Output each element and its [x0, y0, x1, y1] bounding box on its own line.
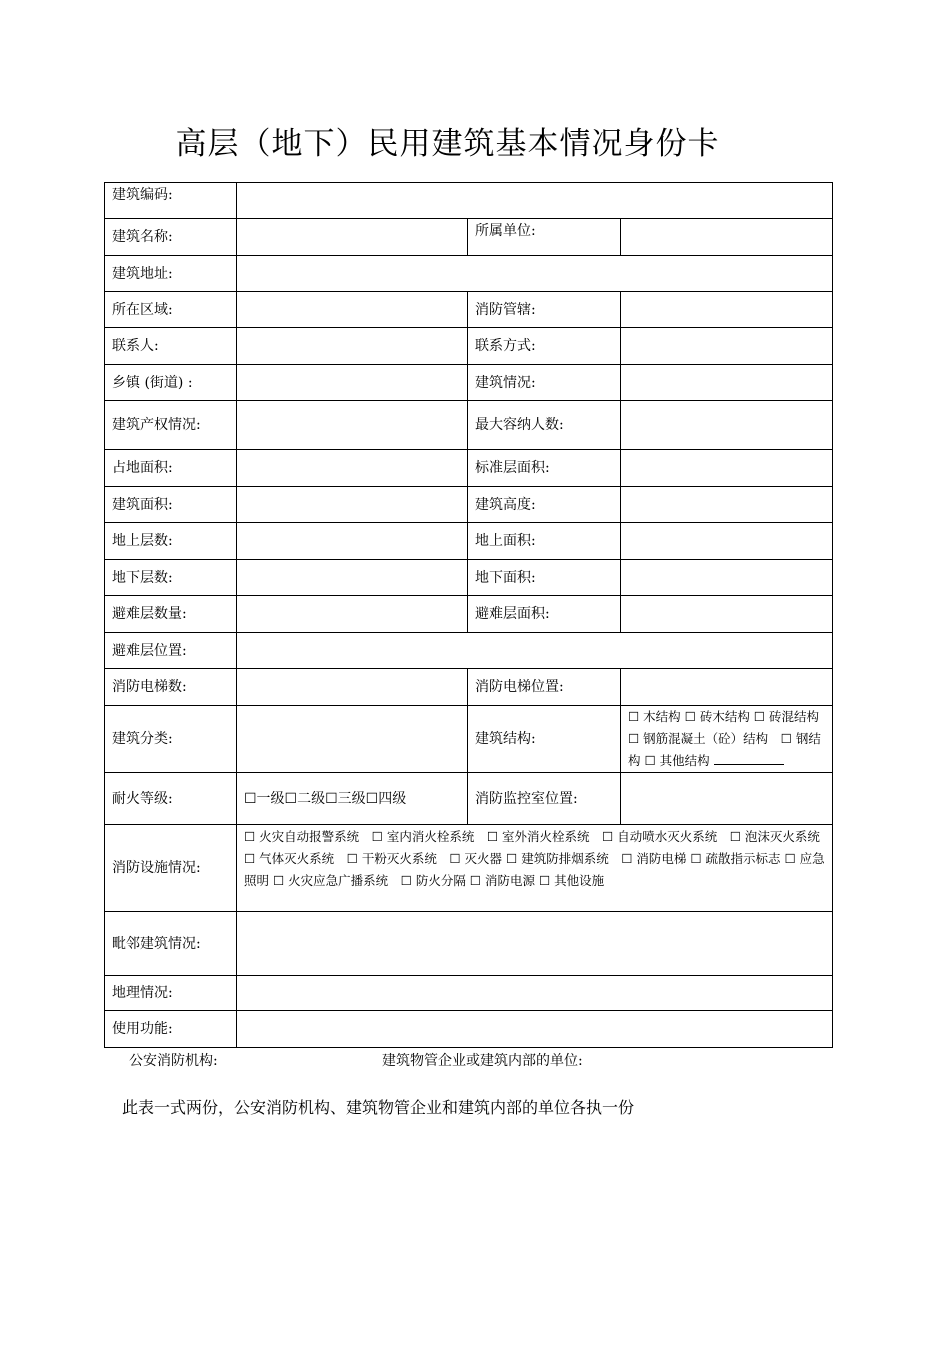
label-elevator-location: 消防电梯位置: — [468, 669, 621, 706]
field-land-area[interactable] — [237, 450, 468, 487]
label-standard-floor-area: 标准层面积: — [468, 450, 621, 487]
label-refuge-area: 避难层面积: — [468, 596, 621, 633]
field-building-status[interactable] — [621, 365, 833, 401]
label-usage: 使用功能: — [105, 1011, 237, 1048]
field-below-floors[interactable] — [237, 560, 468, 596]
label-facilities: 消防设施情况: — [105, 825, 237, 912]
field-contact[interactable] — [237, 328, 468, 365]
field-height[interactable] — [621, 487, 833, 523]
label-fire-rating: 耐火等级: — [105, 773, 237, 825]
field-code[interactable] — [237, 183, 833, 219]
field-usage[interactable] — [237, 1011, 833, 1048]
label-land-area: 占地面积: — [105, 450, 237, 487]
label-building-status: 建筑情况: — [468, 365, 621, 401]
field-address[interactable] — [237, 256, 833, 292]
footnote: 此表一式两份，公安消防机构、建筑物管企业和建筑内部的单位各执一份 — [122, 1098, 635, 1117]
field-name[interactable] — [237, 219, 468, 256]
field-fire-jurisdiction[interactable] — [621, 292, 833, 328]
label-adjacent: 毗邻建筑情况: — [105, 912, 237, 976]
label-contact: 联系人: — [105, 328, 237, 365]
field-max-capacity[interactable] — [621, 401, 833, 450]
field-above-floors[interactable] — [237, 523, 468, 560]
field-unit[interactable] — [621, 219, 833, 256]
label-max-capacity: 最大容纳人数: — [468, 401, 621, 450]
field-below-area[interactable] — [621, 560, 833, 596]
field-above-area[interactable] — [621, 523, 833, 560]
structure-options[interactable]: ☐ 木结构 ☐ 砖木结构 ☐ 砖混结构 ☐ 钢筋混凝土（砼）结构 ☐ 钢结构 ☐ 其他结构 — [628, 709, 821, 768]
label-below-floors: 地下层数: — [105, 560, 237, 596]
label-monitor-room: 消防监控室位置: — [468, 773, 621, 825]
field-refuge-count[interactable] — [237, 596, 468, 633]
label-name: 建筑名称: — [105, 219, 237, 256]
label-height: 建筑高度: — [468, 487, 621, 523]
field-elevator-location[interactable] — [621, 669, 833, 706]
building-card-table — [104, 182, 833, 1048]
label-address: 建筑地址: — [105, 256, 237, 292]
label-structure: 建筑结构: — [468, 706, 621, 773]
label-above-area: 地上面积: — [468, 523, 621, 560]
structure-checkbox-group[interactable] — [621, 706, 833, 773]
field-property[interactable] — [237, 401, 468, 450]
structure-other-blank[interactable] — [714, 752, 784, 765]
fire-rating-checkbox-group[interactable]: ☐一级☐二级☐三级☐四级 — [237, 773, 468, 825]
footer-property-unit: 建筑物管企业或建筑内部的单位: — [382, 1053, 583, 1069]
label-category: 建筑分类: — [105, 706, 237, 773]
field-refuge-area[interactable] — [621, 596, 833, 633]
field-town[interactable] — [237, 365, 468, 401]
field-geography[interactable] — [237, 976, 833, 1011]
label-below-area: 地下面积: — [468, 560, 621, 596]
label-geography: 地理情况: — [105, 976, 237, 1011]
field-building-area[interactable] — [237, 487, 468, 523]
field-monitor-room[interactable] — [621, 773, 833, 825]
field-elevator-count[interactable] — [237, 669, 468, 706]
label-building-area: 建筑面积: — [105, 487, 237, 523]
label-fire-jurisdiction: 消防管辖: — [468, 292, 621, 328]
field-refuge-location[interactable] — [237, 633, 833, 669]
field-category[interactable] — [237, 706, 468, 773]
field-region[interactable] — [237, 292, 468, 328]
label-elevator-count: 消防电梯数: — [105, 669, 237, 706]
label-region: 所在区域: — [105, 292, 237, 328]
label-above-floors: 地上层数: — [105, 523, 237, 560]
label-town: 乡镇 (街道) : — [105, 365, 237, 401]
label-refuge-count: 避难层数量: — [105, 596, 237, 633]
label-refuge-location: 避难层位置: — [105, 633, 237, 669]
facilities-checkbox-group[interactable]: ☐ 火灾自动报警系统 ☐ 室内消火栓系统 ☐ 室外消火栓系统 ☐ 自动喷水灭火系统 ☐ 泡沫灭火系统 ☐ 气体灭火系统 ☐ 干粉灭火系统 ☐ 灭火器 ☐ 建筑防排烟系统 ☐ 消防电梯 ☐ 疏散指示标志 ☐ 应急照明 ☐ 火灾应急广播系统 ☐ 防火分隔 ☐ 消防电源 ☐ 其他设施 — [237, 825, 833, 912]
label-code: 建筑编码: — [105, 183, 237, 219]
label-unit: 所属单位: — [468, 219, 621, 256]
field-adjacent[interactable] — [237, 912, 833, 976]
field-standard-floor-area[interactable] — [621, 450, 833, 487]
field-contact-method[interactable] — [621, 328, 833, 365]
label-contact-method: 联系方式: — [468, 328, 621, 365]
label-property: 建筑产权情况: — [105, 401, 237, 450]
footer-fire-agency: 公安消防机构: — [129, 1053, 218, 1069]
page-title: 高层（地下）民用建筑基本情况身份卡 — [175, 126, 720, 162]
